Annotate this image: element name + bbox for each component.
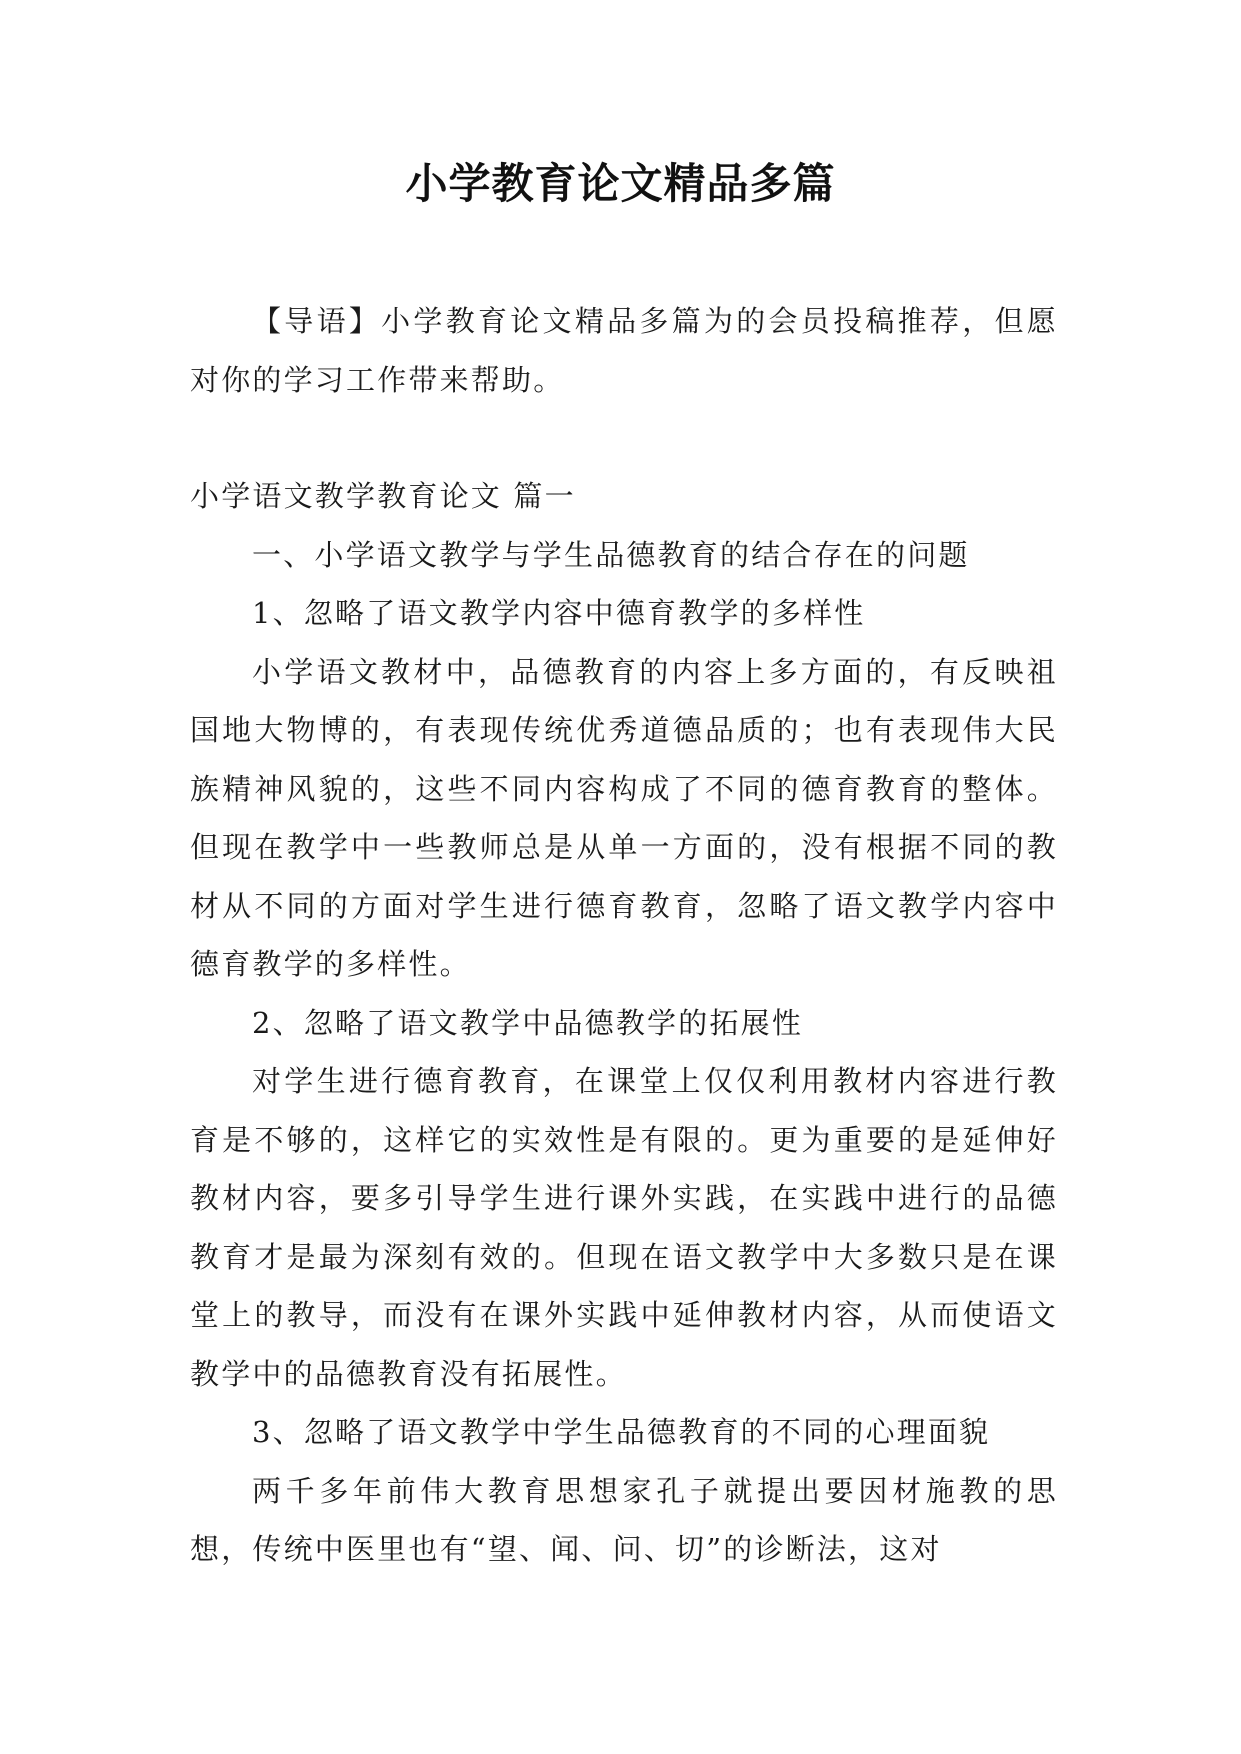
section-heading: 小学语文教学教育论文 篇一 [190, 479, 576, 513]
point-heading-2: 2、忽略了语文教学中品德教学的拓展性 [252, 1005, 804, 1040]
subsection-heading: 一、小学语文教学与学生品德教育的结合存在的问题 [252, 537, 970, 572]
document-title: 小学教育论文精品多篇 [405, 159, 836, 208]
point-heading-3: 3、忽略了语文教学中学生品德教育的不同的心理面貌 [252, 1415, 991, 1449]
body-paragraph-2: 对学生进行德育教育，在课堂上仅仅利用教材内容进行教育是不够的，这样它的实效性是有限的。更为重要的是延伸好教材内容，要多引导学生进行课外实践，在实践中进行的品德教育才是最为深刻有效的。但现在语文教学中大多数只是在课堂上的教导，而没有在课外实践中延伸教材内容，从而使语文教学中的品德教育没有拓展性。 [190, 1064, 1058, 1391]
intro-paragraph: 【导语】小学教育论文精品多篇为的会员投稿推荐，但愿对你的学习工作带来帮助。 [190, 304, 1058, 397]
document-body [190, 292, 1058, 1579]
point-heading-1: 1、忽略了语文教学内容中德育教学的多样性 [252, 596, 866, 630]
body-paragraph-3: 两千多年前伟大教育思想家孔子就提出要因材施教的思想，传统中医里也有“望、闻、问、切”的诊断法，这对 [190, 1473, 1058, 1566]
body-paragraph-1: 小学语文教材中，品德教育的内容上多方面的，有反映祖国地大物博的，有表现传统优秀道德品质的；也有表现伟大民族精神风貌的，这些不同内容构成了不同的德育教育的整体。但现在教学中一些教师总是从单一方面的，没有根据不同的教材从不同的方面对学生进行德育教育，忽略了语文教学内容中德育教学的多样性。 [190, 654, 1058, 981]
